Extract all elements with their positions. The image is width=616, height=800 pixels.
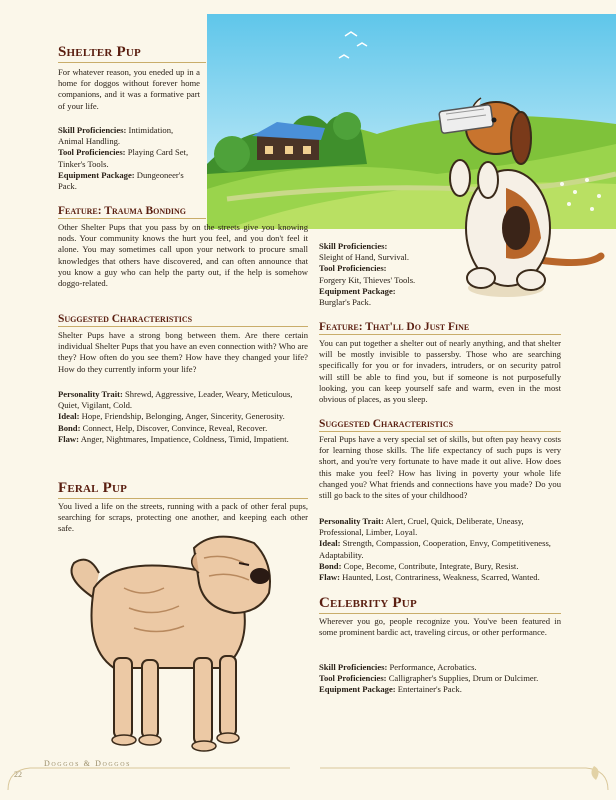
celeb-tool-value: Calligrapher's Supplies, Drum or Dulcimer. [388, 673, 539, 684]
celeb-skill-label: Skill Proficiencies: [319, 662, 388, 672]
shelter-pup-heading: Shelter Pup [58, 44, 206, 63]
shelter-ideal-label: Ideal: [58, 411, 80, 422]
feral-tool-label: Tool Proficiencies: [319, 263, 387, 274]
trauma-bonding-heading: Feature: Trauma Bonding [58, 205, 206, 219]
shelter-tool-value: Playing Card Set, Tinker's Tools. [58, 147, 189, 169]
feral-flaw-value: Haunted, Lost, Contrariness, Weakness, Scarred, Wanted. [342, 572, 540, 583]
feral-trait-label: Personality Trait: [319, 516, 384, 526]
celeb-equip-value: Entertainer's Pack. [397, 684, 462, 695]
shelter-pup-intro: For whatever reason, you eneded up in a home for doggos without forever home companions, and it was a formative part of your life. [58, 67, 200, 111]
celebrity-pup-intro: Wherever you go, people recognize you. You've been featured in some prominent bardic act, traveling circus, or other performance. [319, 616, 561, 638]
page-number: 22 [14, 770, 22, 779]
celeb-equip-label: Equipment Package: [319, 684, 396, 695]
shelter-suggested-text: Shelter Pups have a strong bong between them. Are there certain individual Shelter Pups that you have an even connection with? Who are they? How often do you see them? How have they changed your life? How do they currently inform your life? [58, 330, 308, 374]
shelter-bond-value: Connect, Help, Discover, Convince, Reveal, Recover. [82, 422, 268, 433]
shelter-flaw-label: Flaw: [58, 433, 80, 444]
shelter-equip-value: Dungeoneer's Pack. [58, 169, 184, 192]
celebrity-proficiency-block [319, 662, 569, 696]
feral-bond-label: Bond: [319, 560, 342, 571]
feral-skill-value: Sleight of Hand, Survival. [319, 252, 409, 263]
feral-equip-value: Burglar's Pack. [319, 297, 371, 308]
footer-book-title: Doggos & Doggos [44, 759, 132, 768]
thatll-do-heading: Feature: That'll Do Just Fine [319, 321, 561, 335]
feral-suggested-text: Feral Pups have a very special set of skills, but often pay heavy costs for learning those skills. The life expectancy of such pups is very short, and you're very fortunate to have made it out alive. How does this make you feel? How has living in poverty your whole life changed you? What friends and connections have you made? Do you still go back to the sites of your childhood? [319, 434, 561, 501]
shelter-skill-label: Skill Proficiencies: [58, 125, 127, 135]
thatll-do-text: You can put together a shelter out of nearly anything, and that shelter will be mostly invisible to passersby. Those who are searching specifically for you or for invaders, intruders, or on security patrol will still be able to find you, but if someone is not purposefully looking, you can keep yourself safe and warm, even in the most obvious of places, as you sleep. [319, 338, 561, 405]
shelter-proficiency-block [58, 125, 200, 192]
feral-trait-value: Alert, Cruel, Quick, Deliberate, Uneasy, Professional, Limber, Loyal. [319, 516, 524, 538]
feral-proficiency-block [319, 241, 449, 308]
feral-skill-label: Skill Proficiencies: [319, 241, 388, 251]
trauma-bonding-text: Other Shelter Pups that you pass by on the streets give you knowing nods. Your community knows the hurt you feel, and you don't feel it alone. You may sometimes call upon your network to procure small knowledges that others have discovered, and can often announce that you know a guy who can help the party out, if the help is somehow doggo-related. [58, 222, 308, 289]
shelter-flaw-value: Anger, Nightmares, Impatience, Coldness, Timid, Impatient. [80, 433, 289, 444]
shelter-trait-value: Shrewd, Aggressive, Leader, Weary, Meticulous, Quiet, Vigilant, Cold. [58, 389, 293, 411]
shelter-tool-label: Tool Proficiencies: [58, 147, 126, 158]
shelter-bond-label: Bond: [58, 422, 81, 433]
feral-pup-heading: Feral Pup [58, 480, 308, 499]
feral-bond-value: Cope, Become, Contribute, Integrate, Bury, Resist. [343, 560, 519, 571]
shelter-skill-value: Intimidation, Animal Handling. [58, 125, 174, 147]
shelter-traits-block [58, 389, 308, 445]
celebrity-pup-heading: Celebrity Pup [319, 595, 561, 614]
feral-suggested-heading: Suggested Characteristics [319, 418, 561, 432]
celeb-tool-label: Tool Proficiencies: [319, 673, 387, 684]
shelter-suggested-heading: Suggested Characteristics [58, 313, 308, 327]
shelter-equip-label: Equipment Package: [58, 169, 135, 180]
feral-pup-intro: You lived a life on the streets, running with a pack of other feral pups, searching for scraps, protecting one another, and keeping each other safe. [58, 501, 308, 534]
feral-traits-block [319, 516, 561, 583]
shelter-trait-label: Personality Trait: [58, 389, 123, 399]
feral-ideal-label: Ideal: [319, 538, 341, 549]
feral-flaw-label: Flaw: [319, 572, 341, 583]
celeb-skill-value: Performance, Acrobatics. [389, 662, 477, 672]
shelter-ideal-value: Hope, Friendship, Belonging, Anger, Sincerity, Generosity. [81, 411, 285, 422]
feral-ideal-value: Strength, Compassion, Cooperation, Envy, Competitiveness, Adaptability. [319, 538, 551, 560]
feral-equip-label: Equipment Package: [319, 285, 396, 296]
feral-tool-value: Forgery Kit, Thieves' Tools. [319, 274, 416, 285]
